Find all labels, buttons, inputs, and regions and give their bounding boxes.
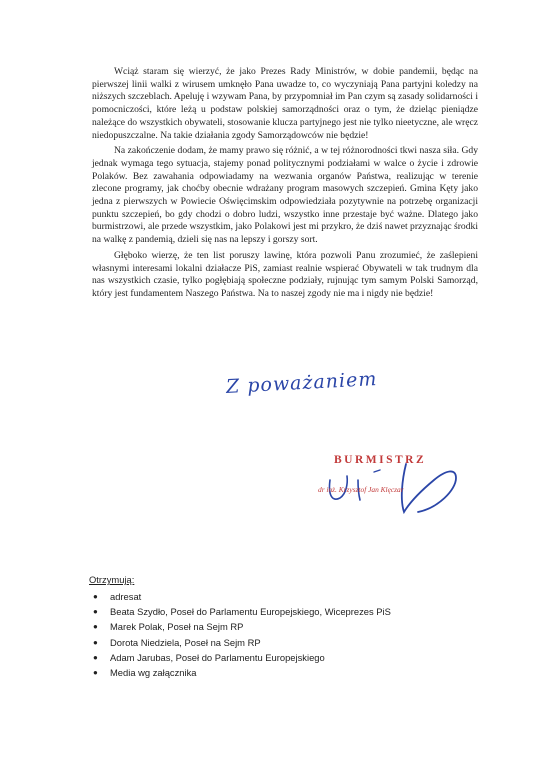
recipient-label: Dorota Niedziela, Poseł na Sejm RP [110, 636, 261, 648]
recipients-list [89, 589, 391, 680]
stamp-title: BURMISTRZ [334, 454, 427, 466]
list-item [93, 589, 391, 604]
list-item [93, 650, 391, 665]
stamp-name: dr inż. Krzysztof Jan Klęczar [318, 485, 404, 494]
list-item [93, 604, 391, 619]
paragraph-2: Na zakończenie dodam, że mamy prawo się różnić, a w tej różnorodności tkwi nasza siła. Gdy jednak wymaga tego sytuacja, stajemy ponad politycznymi podziałami w walce o życie i zdrowie Polaków. Bez zawahania odpowiadamy na wezwania organów Państwa, realizując w terenie zlecone programy, jak choćby obecnie wdrażany program masowych szczepień. Gmina Kęty jako jedna z pierwszych w Powiecie Oświęcimskim odpowiedziała pozytywnie na potrzebę organizacji punktu szczepień, bo gdy chodzi o dobro ludzi, wszystko inne przestaje być ważne. Dlatego jako burmistrzowi, ale przede wszystkim, jako Polakowi jest mi przykro, że dziś nawet przyznając środki na walkę z pandemią, dzieli się nas na lepszy i gorszy sort. [92, 145, 478, 246]
recipient-label: Adam Jarubas, Poseł do Parlamentu Europejskiego [110, 651, 325, 663]
recipient-label: Marek Polak, Poseł na Sejm RP [110, 621, 244, 633]
handwritten-greeting: Z poważaniem [225, 368, 378, 398]
recipients-heading: Otrzymują: [89, 574, 135, 585]
recipients-section [89, 574, 391, 680]
recipient-label: Media wg załącznika [110, 666, 197, 678]
list-item [93, 665, 391, 680]
bullet-icon: ● [93, 667, 98, 677]
bullet-icon: ● [93, 607, 98, 617]
bullet-icon: ● [93, 592, 98, 601]
paragraph-1: Wciąż staram się wierzyć, że jako Prezes Rady Ministrów, w dobie pandemii, będąc na pierwszej linii walki z wirusem umknęło Pana uwadze to, co wyczyniają Pana partyjni koledzy na niższych szczeblach. Apeluję i wzywam Pana, by przypomniał im Pan czym są zasady solidarności i pomocniczości, które leżą u podstaw polskiej samorządności oraz o tym, że dzieląc pieniądze należące do wszystkich obywateli, stosowanie klucza partyjnego jest nie tylko nieetyczne, ale wręcz niedopuszczalne. Na takie działania zgody Samorządowców nie będzie! [92, 66, 478, 141]
list-item [93, 635, 391, 650]
letter-body [92, 66, 478, 304]
recipient-label: Beata Szydło, Poseł do Parlamentu Europejskiego, Wiceprezes PiS [110, 606, 391, 618]
list-item [93, 619, 391, 634]
bullet-icon: ● [93, 652, 98, 662]
recipient-label: adresat [110, 591, 142, 602]
paragraph-3: Głęboko wierzę, że ten list poruszy lawinę, która pozwoli Panu zrozumieć, że zaślepieni własnymi interesami lokalni działacze PiS, zamiast realnie wspierać Obywateli w tak trudnym dla nas wszystkich czasie, tylko pogłębiają społeczne podziały, rujnując tym samym Polski Samorząd, który jest fundamentem Naszego Państwa. Na to naszej zgody nie ma i nigdy nie będzie! [92, 249, 478, 299]
bullet-icon: ● [93, 637, 98, 647]
bullet-icon: ● [93, 622, 98, 632]
